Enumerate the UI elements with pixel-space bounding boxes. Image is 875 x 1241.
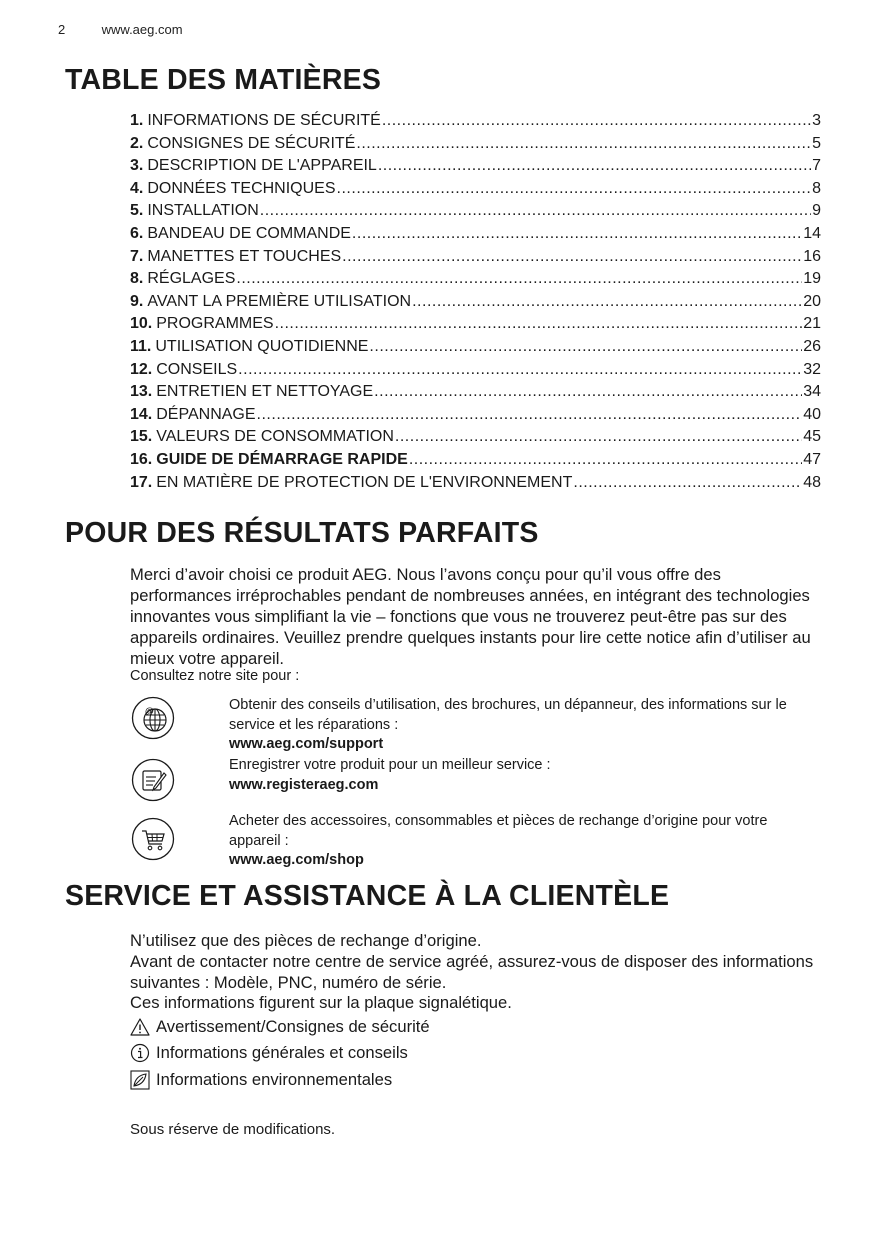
toc-leader-dots (374, 381, 802, 404)
toc-entry[interactable] (130, 268, 821, 291)
toc-entry-title: EN MATIÈRE DE PROTECTION DE L'ENVIRONNEMENT (156, 473, 573, 491)
toc-entry[interactable] (130, 200, 821, 223)
legend-environment-label: Informations environnementales (156, 1070, 393, 1089)
toc-leader-dots (409, 449, 802, 472)
toc-entry-title: DESCRIPTION DE L'APPAREIL (147, 157, 377, 175)
toc-entry-page: 14 (803, 224, 821, 242)
toc-leader-dots (257, 404, 803, 427)
toc-entry-number: 5. (130, 202, 144, 220)
toc-entry-title: CONSIGNES DE SÉCURITÉ (147, 134, 356, 152)
site-url[interactable]: www.aeg.com (101, 22, 183, 37)
toc-entry[interactable] (130, 291, 821, 314)
legend-environment (130, 1070, 392, 1090)
page-header (58, 22, 183, 37)
register-icon (131, 758, 175, 802)
toc-entry-number: 4. (130, 179, 144, 197)
toc-entry-title: ENTRETIEN ET NETTOYAGE (156, 383, 374, 401)
toc-entry-page: 40 (803, 405, 821, 423)
toc-entry-number: 12. (130, 360, 153, 378)
warning-icon (130, 1017, 150, 1037)
toc-entry-page: 7 (812, 157, 821, 175)
info-icon (130, 1043, 150, 1063)
shop-link[interactable]: www.aeg.com/shop (229, 852, 364, 868)
toc-entry-page: 34 (803, 383, 821, 401)
service-title: SERVICE ET ASSISTANCE À LA CLIENTÈLE (65, 880, 670, 912)
toc-entry[interactable] (130, 313, 821, 336)
toc-entry-title: DÉPANNAGE (156, 405, 256, 423)
service-line-3: Ces informations figurent sur la plaque signalétique. (130, 993, 512, 1012)
toc-entry-title: INFORMATIONS DE SÉCURITÉ (147, 112, 381, 129)
toc-entry[interactable] (130, 359, 821, 382)
toc-entry-title: VALEURS DE CONSOMMATION (156, 428, 394, 446)
legend-info (130, 1043, 408, 1063)
toc-entry-number: 15. (130, 428, 153, 446)
toc-entry[interactable] (130, 110, 821, 133)
intro-paragraph: Merci d’avoir choisi ce produit AEG. Nous l’avons conçu pour qu’il vous offre des performances irréprochables pendant de nombreuses années, en intégrant des technologies innovantes vous simplifiant la vie – fonctions que vous ne trouverez peut-être pas sur des appareils ordinaires. Veuillez prendre quelques instants pour lire cette notice afin d’utiliser au mieux votre appareil. (130, 565, 811, 668)
toc-entry[interactable] (130, 381, 821, 404)
toc-entry-number: 9. (130, 292, 144, 310)
toc-entry-page: 19 (803, 270, 821, 288)
svg-text:@: @ (145, 706, 154, 716)
toc-entry[interactable] (130, 426, 821, 449)
toc-leader-dots (382, 110, 811, 133)
toc-leader-dots (412, 291, 802, 314)
toc-entry[interactable] (130, 404, 821, 427)
globe-icon (131, 696, 175, 740)
toc-entry-page: 26 (803, 337, 821, 355)
support-link[interactable]: www.aeg.com/support (229, 736, 384, 752)
legend-warning-label: Avertissement/Consignes de sécurité (156, 1017, 430, 1036)
toc-entry[interactable] (130, 336, 821, 359)
toc-entry[interactable] (130, 178, 821, 201)
service-shop-text: Acheter des accessoires, consommables et pièces de rechange d’origine pour votre appareil : (229, 813, 768, 849)
page-number: 2 (58, 22, 66, 37)
toc-title: TABLE DES MATIÈRES (65, 64, 382, 96)
toc-entry-page: 47 (803, 450, 821, 468)
toc-leader-dots (260, 200, 811, 223)
toc-entry-number: 13. (130, 383, 153, 401)
toc-leader-dots (337, 178, 812, 201)
toc-entry-title: GUIDE DE DÉMARRAGE RAPIDE (156, 450, 408, 468)
toc-entry-number: 11. (130, 337, 152, 355)
shopping-cart-icon (131, 817, 175, 861)
toc-entry-title: CONSEILS (156, 360, 238, 378)
toc-leader-dots (395, 426, 802, 449)
toc-entry-page: 5 (812, 134, 821, 152)
toc-entry-number: 6. (130, 224, 144, 242)
toc-leader-dots (352, 223, 802, 246)
toc-entry[interactable] (130, 155, 821, 178)
service-support-text: Obtenir des conseils d’utilisation, des brochures, un dépanneur, des informations sur le service et les réparations : (229, 697, 787, 733)
service-shop (229, 812, 819, 871)
toc-entry-page: 16 (803, 247, 821, 265)
service-register (229, 756, 819, 795)
toc-entry-page: 48 (803, 473, 821, 491)
toc-entry-title: DONNÉES TECHNIQUES (147, 179, 336, 197)
toc-leader-dots (342, 246, 802, 269)
toc-entry-page: 20 (803, 292, 821, 310)
toc-leader-dots (238, 359, 802, 382)
toc-list (130, 110, 821, 494)
toc-leader-dots (378, 155, 811, 178)
toc-entry-number: 2. (130, 134, 144, 152)
toc-entry-page: 3 (812, 112, 821, 129)
toc-entry-page: 21 (803, 315, 821, 333)
toc-entry[interactable] (130, 246, 821, 269)
service-register-text: Enregistrer votre produit pour un meilleur service : (229, 757, 551, 773)
service-line-1: N’utilisez que des pièces de rechange d’origine. (130, 931, 482, 950)
toc-entry-number: 10. (130, 315, 153, 333)
toc-entry[interactable] (130, 472, 821, 495)
toc-entry-number: 1. (130, 112, 144, 129)
toc-entry-number: 14. (130, 405, 153, 423)
toc-entry-title: PROGRAMMES (156, 315, 274, 333)
toc-entry-number: 8. (130, 270, 144, 288)
modifications-note: Sous réserve de modifications. (130, 1121, 336, 1138)
toc-entry-number: 17. (130, 473, 153, 491)
toc-entry-number: 16. (130, 450, 153, 468)
service-line-2: Avant de contacter notre centre de service agréé, assurez-vous de disposer des informations suivantes : Modèle, PNC, numéro de série. (130, 952, 814, 992)
toc-entry-page: 32 (803, 360, 821, 378)
toc-leader-dots (369, 336, 802, 359)
toc-entry-number: 3. (130, 157, 144, 175)
consult-label: Consultez notre site pour : (130, 668, 300, 684)
toc-entry-title: UTILISATION QUOTIDIENNE (155, 337, 369, 355)
toc-leader-dots (573, 472, 802, 495)
toc-entry-page: 9 (812, 202, 821, 220)
leaf-icon (130, 1070, 150, 1090)
toc-entry-number: 7. (130, 247, 144, 265)
toc-entry-title: RÉGLAGES (147, 270, 236, 288)
toc-entry-title: AVANT LA PREMIÈRE UTILISATION (147, 292, 412, 310)
toc-leader-dots (275, 313, 803, 336)
legend-warning (130, 1017, 430, 1037)
service-support (229, 696, 819, 755)
toc-leader-dots (236, 268, 802, 291)
toc-entry[interactable] (130, 223, 821, 246)
register-link[interactable]: www.registeraeg.com (229, 776, 379, 793)
toc-entry-page: 8 (812, 179, 821, 197)
results-title: POUR DES RÉSULTATS PARFAITS (65, 517, 539, 549)
toc-leader-dots (356, 133, 811, 156)
toc-entry[interactable] (130, 133, 821, 156)
toc-entry-page: 45 (803, 428, 821, 446)
toc-entry-title: MANETTES ET TOUCHES (147, 247, 342, 265)
toc-entry-title: BANDEAU DE COMMANDE (147, 224, 351, 242)
toc-entry[interactable] (130, 449, 821, 472)
legend-info-label: Informations générales et conseils (156, 1043, 408, 1062)
toc-entry-title: INSTALLATION (147, 202, 259, 220)
